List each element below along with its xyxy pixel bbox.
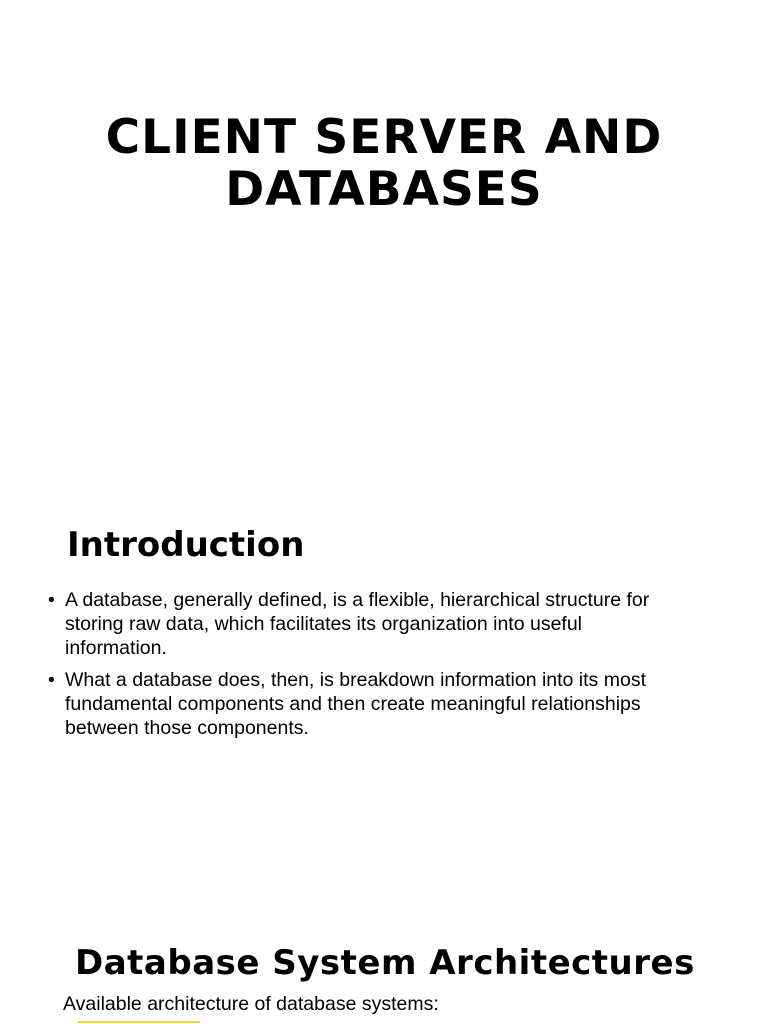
- accent-underline: [78, 1021, 200, 1023]
- bullet-text-line: between those components.: [65, 717, 309, 739]
- bullet-item: [48, 588, 698, 660]
- bullet-text-line: A database, generally defined, is a flexible, hierarchical structure for: [65, 589, 650, 611]
- bullet-text-line: What a database does, then, is breakdown information into its most: [65, 669, 646, 691]
- bullet-text-line: information.: [65, 637, 167, 659]
- slide-title: [0, 112, 768, 216]
- architectures-subtext: Available architecture of database systems:: [63, 993, 439, 1015]
- introduction-heading: Introduction: [67, 525, 305, 565]
- slide-title-line-1: CLIENT SERVER AND: [105, 110, 663, 165]
- slide-title-line-2: DATABASES: [225, 162, 543, 217]
- architectures-heading: Database System Architectures: [75, 943, 695, 983]
- bullet-item: [48, 668, 698, 740]
- bullet-text-line: storing raw data, which facilitates its organization into useful: [65, 613, 583, 635]
- introduction-bullet-list: [48, 588, 698, 748]
- bullet-marker: •: [48, 589, 55, 611]
- bullet-marker: •: [48, 669, 55, 691]
- bullet-text-line: fundamental components and then create meaningful relationships: [65, 693, 641, 715]
